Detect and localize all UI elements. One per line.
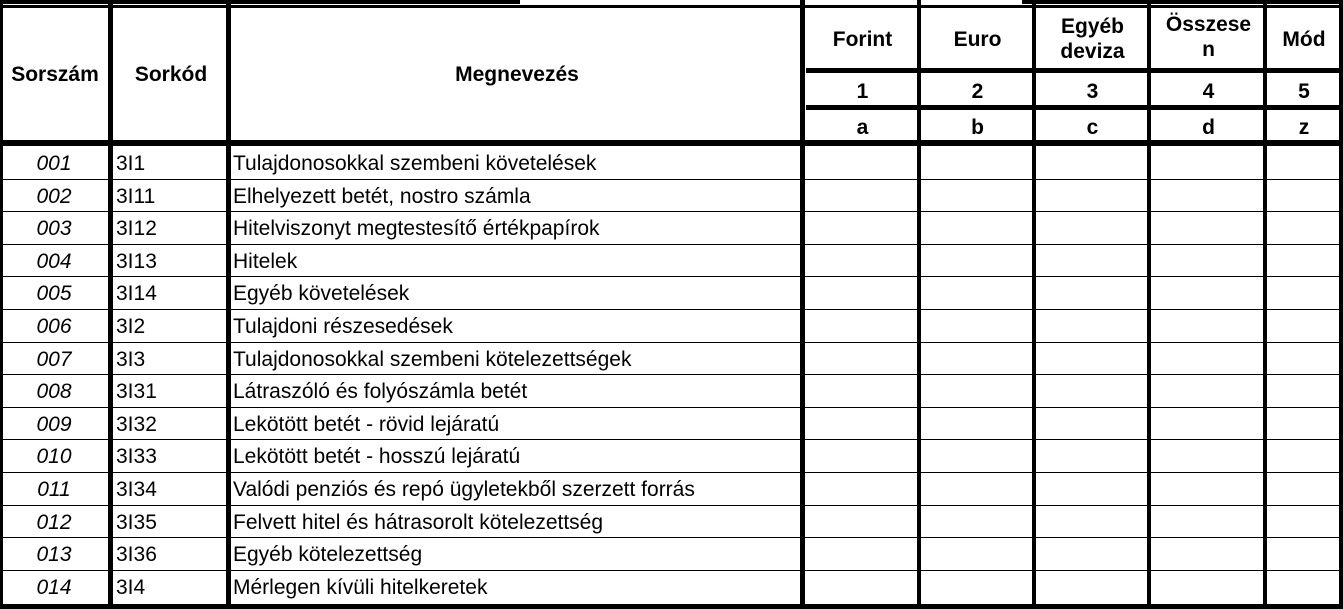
value-cell[interactable] [1036, 181, 1150, 213]
value-cell[interactable] [1267, 376, 1341, 408]
value-cell[interactable] [921, 246, 1035, 278]
row-megnevezes: Tulajdoni részesedések [233, 315, 453, 338]
value-cell[interactable] [1151, 539, 1267, 571]
value-cell[interactable] [1151, 213, 1267, 245]
value-cell[interactable] [1036, 344, 1150, 376]
value-cell[interactable] [1036, 376, 1150, 408]
value-cell[interactable] [806, 572, 920, 604]
header-osszesen-line2: n [1202, 38, 1215, 61]
border-top [1022, 0, 1343, 4]
row-megnevezes: Lekötött betét - rövid lejáratú [233, 412, 500, 436]
header-osszesen [1153, 4, 1264, 70]
value-cell[interactable] [1036, 539, 1150, 571]
row-sorkod: 3I34 [116, 478, 157, 501]
row-sorszam: 002 [36, 184, 72, 208]
row-sorszam: 006 [36, 315, 72, 338]
row-sorszam: 014 [36, 575, 72, 599]
value-cell[interactable] [1151, 507, 1267, 539]
value-cell[interactable] [1036, 278, 1150, 310]
value-cell[interactable] [921, 572, 1035, 604]
row-sorszam: 012 [36, 510, 72, 534]
value-cell[interactable] [921, 181, 1035, 213]
value-cell[interactable] [806, 409, 920, 441]
value-cell[interactable] [806, 539, 920, 571]
value-cell[interactable] [806, 246, 920, 278]
row-megnevezes: Valódi penziós és repó ügyletekből szerzett forrás [233, 478, 695, 501]
value-cell[interactable] [806, 311, 920, 343]
column-divider [226, 0, 231, 609]
value-cell[interactable] [806, 507, 920, 539]
row-sorkod: 3I36 [116, 543, 157, 567]
header-sorkod: Sorkód [134, 62, 208, 86]
row-megnevezes: Tulajdonosokkal szembeni követelések [233, 152, 597, 175]
value-cell[interactable] [1267, 474, 1341, 506]
value-cell[interactable] [1267, 181, 1341, 213]
value-cell[interactable] [1151, 246, 1267, 278]
row-divider [0, 439, 1343, 440]
border-right [1339, 0, 1343, 609]
value-cell[interactable] [806, 441, 920, 473]
value-cell[interactable] [1151, 409, 1267, 441]
header-egyeb-line2: deviza [1060, 40, 1125, 63]
value-cell[interactable] [1267, 441, 1341, 473]
value-cell[interactable] [806, 148, 920, 180]
value-cell[interactable] [806, 344, 920, 376]
value-cell[interactable] [1036, 409, 1150, 441]
row-sorszam: 001 [36, 152, 72, 175]
row-divider [0, 276, 1343, 277]
colletter-z: z [1298, 115, 1310, 139]
border-left [0, 0, 3, 609]
row-sorkod: 3I12 [116, 217, 157, 241]
value-cell[interactable] [921, 376, 1035, 408]
colletter-d: d [1202, 115, 1215, 139]
value-cell[interactable] [1151, 278, 1267, 310]
row-sorkod: 3I3 [116, 347, 146, 371]
value-cell[interactable] [1036, 441, 1150, 473]
colnum-2: 2 [971, 79, 984, 103]
row-divider [0, 374, 1343, 375]
value-cell[interactable] [1151, 181, 1267, 213]
row-sorszam: 010 [36, 445, 72, 469]
column-divider [108, 0, 113, 609]
row-sorkod: 3I35 [116, 510, 157, 534]
row-sorszam: 007 [36, 347, 72, 371]
border-top [0, 0, 520, 4]
value-cell[interactable] [1036, 474, 1150, 506]
value-cell[interactable] [806, 181, 920, 213]
value-cell[interactable] [1267, 507, 1341, 539]
row-divider [0, 472, 1343, 473]
row-divider [0, 179, 1343, 180]
header-bottom [0, 140, 1343, 146]
row-megnevezes: Látraszóló és folyószámla betét [233, 380, 528, 404]
row-sorkod: 3I1 [116, 152, 146, 175]
value-cell[interactable] [1036, 507, 1150, 539]
row-megnevezes: Egyéb kötelezettség [233, 543, 423, 567]
value-cell[interactable] [921, 213, 1035, 245]
value-cell[interactable] [1036, 213, 1150, 245]
value-cell[interactable] [1267, 572, 1341, 604]
value-cell[interactable] [921, 507, 1035, 539]
value-cell[interactable] [1267, 539, 1341, 571]
value-cell[interactable] [921, 311, 1035, 343]
value-cell[interactable] [921, 409, 1035, 441]
value-cell[interactable] [806, 278, 920, 310]
row-sorkod: 3I14 [116, 282, 157, 306]
row-sorszam: 011 [37, 478, 71, 501]
row-sorszam: 008 [36, 380, 72, 404]
value-cell[interactable] [806, 376, 920, 408]
value-cell[interactable] [1036, 246, 1150, 278]
row-sorszam: 003 [36, 217, 72, 241]
value-cell[interactable] [806, 213, 920, 245]
row-megnevezes: Lekötött betét - hosszú lejáratú [233, 445, 521, 469]
header-egyeb-deviza [1038, 8, 1147, 70]
value-cell[interactable] [1267, 278, 1341, 310]
colnum-3: 3 [1086, 79, 1099, 103]
value-cell[interactable] [1036, 572, 1150, 604]
row-sorszam: 013 [36, 543, 72, 567]
header-osszesen-line1: Összese [1165, 13, 1252, 36]
value-cell[interactable] [806, 474, 920, 506]
column-divider [1032, 0, 1036, 609]
value-cell[interactable] [921, 148, 1035, 180]
value-cell[interactable] [1151, 572, 1267, 604]
colletter-a: a [856, 115, 869, 139]
value-cell[interactable] [921, 539, 1035, 571]
header-sorszam: Sorszám [11, 62, 99, 86]
row-divider [0, 211, 1343, 212]
colnum-5: 5 [1298, 79, 1310, 103]
row-megnevezes: Egyéb követelések [233, 282, 410, 306]
row-megnevezes: Felvett hitel és hátrasorolt kötelezettség [233, 510, 604, 534]
value-cell[interactable] [1267, 344, 1341, 376]
value-cell[interactable] [1151, 311, 1267, 343]
header-line [806, 68, 1341, 73]
value-cell[interactable] [921, 441, 1035, 473]
row-divider [0, 244, 1343, 245]
value-cell[interactable] [921, 344, 1035, 376]
value-cell[interactable] [921, 278, 1035, 310]
column-divider [1147, 0, 1151, 609]
row-sorkod: 3I13 [116, 249, 157, 273]
value-cell[interactable] [1267, 311, 1341, 343]
header-top [0, 5, 1343, 8]
border-bottom [0, 604, 1343, 609]
value-cell[interactable] [1267, 148, 1341, 180]
row-megnevezes: Hitelek [233, 249, 298, 273]
value-cell[interactable] [1036, 311, 1150, 343]
column-divider [800, 0, 805, 609]
row-sorkod: 3I4 [116, 575, 146, 599]
colletter-c: c [1086, 115, 1099, 139]
row-megnevezes: Elhelyezett betét, nostro számla [233, 184, 531, 208]
value-cell[interactable] [1151, 376, 1267, 408]
row-divider [0, 570, 1343, 571]
value-cell[interactable] [1267, 213, 1341, 245]
row-divider [0, 309, 1343, 310]
header-euro: Euro [953, 27, 1002, 51]
row-sorkod: 3I33 [116, 445, 157, 469]
row-megnevezes: Mérlegen kívüli hitelkeretek [233, 575, 488, 599]
value-cell[interactable] [1151, 344, 1267, 376]
row-megnevezes: Hitelviszonyt megtestesítő értékpapírok [233, 217, 600, 241]
header-mod: Mód [1282, 27, 1326, 51]
row-megnevezes: Tulajdonosokkal szembeni kötelezettségek [233, 347, 632, 371]
header-egyeb-line1: Egyéb [1060, 15, 1125, 38]
value-cell[interactable] [1151, 474, 1267, 506]
row-sorszam: 005 [36, 282, 72, 306]
colletter-b: b [971, 115, 984, 139]
row-divider [0, 537, 1343, 538]
value-cell[interactable] [1036, 148, 1150, 180]
value-cell[interactable] [1267, 409, 1341, 441]
column-divider [917, 0, 921, 609]
value-cell[interactable] [1267, 246, 1341, 278]
column-divider [1263, 0, 1267, 609]
value-cell[interactable] [921, 474, 1035, 506]
row-divider [0, 505, 1343, 506]
header-line [806, 105, 1341, 110]
row-sorkod: 3I31 [116, 380, 157, 404]
colnum-1: 1 [856, 79, 869, 103]
colnum-4: 4 [1202, 79, 1215, 103]
row-sorszam: 009 [36, 412, 72, 436]
row-sorkod: 3I11 [116, 184, 156, 208]
row-sorkod: 3I2 [116, 315, 146, 338]
row-sorkod: 3I32 [116, 412, 157, 436]
value-cell[interactable] [1151, 148, 1267, 180]
row-divider [0, 342, 1343, 343]
row-sorszam: 004 [36, 249, 72, 273]
header-megnevezes: Megnevezés [455, 62, 579, 86]
row-divider [0, 407, 1343, 408]
value-cell[interactable] [1151, 441, 1267, 473]
header-forint: Forint [832, 27, 893, 51]
